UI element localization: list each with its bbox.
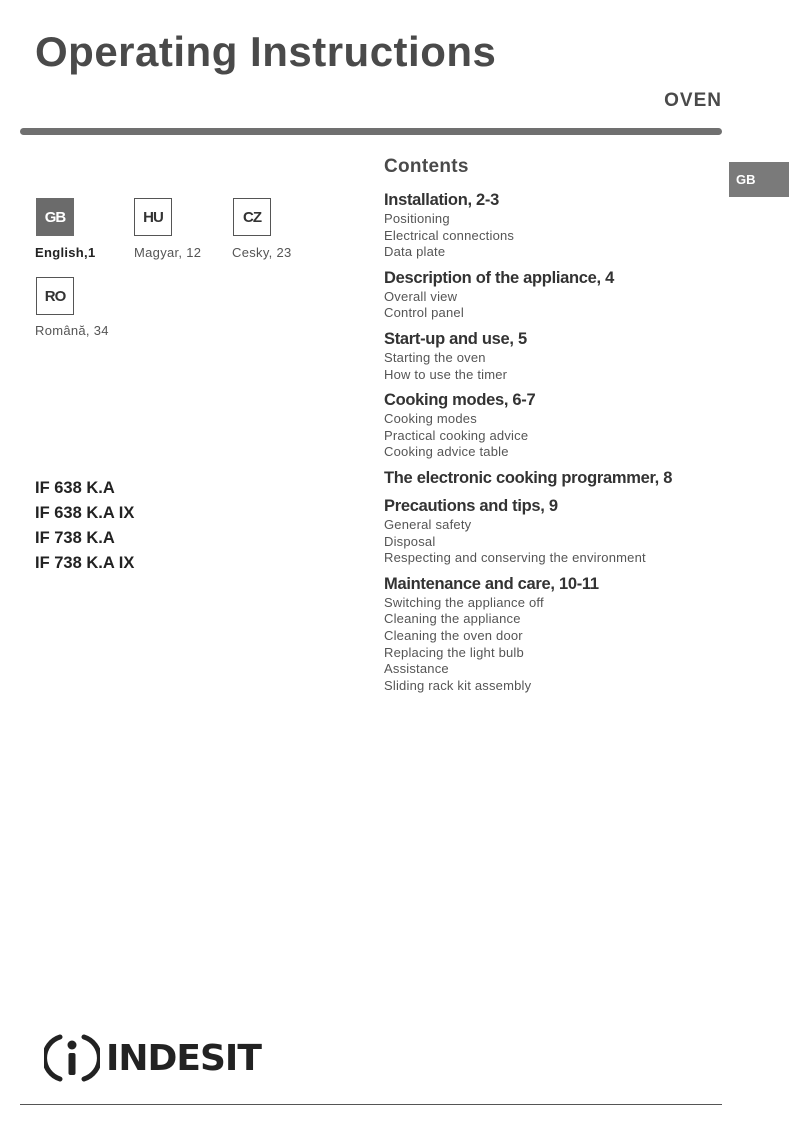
toc-item[interactable]: Disposal: [384, 533, 436, 549]
toc-item[interactable]: Positioning: [384, 211, 450, 226]
toc-section-description: [384, 268, 724, 322]
toc-heading[interactable]: The electronic cooking programmer, 8: [384, 468, 673, 487]
model-list: [35, 478, 134, 578]
toc-heading[interactable]: Installation, 2-3: [384, 191, 500, 209]
toc-item[interactable]: Assistance: [384, 661, 449, 677]
bottom-divider: [20, 1104, 722, 1105]
brand-name: INDESIT: [106, 1037, 261, 1079]
toc-heading[interactable]: Cooking modes, 6-7: [384, 391, 536, 410]
model-name: IF 738 K.A: [35, 529, 115, 547]
brand-logo: [44, 1032, 261, 1084]
lang-box-gb[interactable]: GB: [36, 198, 74, 236]
lang-box-ro[interactable]: RO: [36, 277, 74, 315]
lang-label-hu[interactable]: Magyar, 12: [134, 245, 202, 260]
toc-item[interactable]: How to use the timer: [384, 366, 508, 382]
language-side-tab[interactable]: GB: [729, 162, 789, 197]
toc-item[interactable]: Replacing the light bulb: [384, 644, 524, 660]
toc-item[interactable]: Data plate: [384, 244, 446, 260]
lang-label-ro[interactable]: Română, 34: [35, 323, 109, 338]
toc-section-startup: [384, 329, 724, 383]
page-title: Operating Instructions: [35, 28, 497, 75]
toc-item[interactable]: Respecting and conserving the environment: [384, 550, 646, 566]
toc-item[interactable]: Practical cooking advice: [384, 427, 529, 443]
lang-box-cz[interactable]: CZ: [233, 198, 271, 236]
model-name: IF 738 K.A IX: [35, 554, 135, 572]
toc-section-cooking-modes: [384, 390, 724, 461]
toc-item[interactable]: General safety: [384, 516, 472, 532]
lang-label-gb[interactable]: English,1: [35, 245, 96, 260]
toc-item[interactable]: Starting the oven: [384, 349, 486, 365]
product-type: OVEN: [664, 90, 722, 111]
model-name: IF 638 K.A: [35, 479, 115, 497]
toc-heading[interactable]: Maintenance and care, 10-11: [384, 574, 599, 593]
toc-item[interactable]: Cooking modes: [384, 411, 477, 427]
toc-heading[interactable]: Precautions and tips, 9: [384, 496, 558, 515]
toc-heading[interactable]: Start-up and use, 5: [384, 329, 527, 348]
toc-item[interactable]: Control panel: [384, 305, 464, 321]
toc-item[interactable]: Cleaning the appliance: [384, 611, 521, 627]
lang-label-cz[interactable]: Cesky, 23: [232, 245, 292, 260]
toc-item[interactable]: Sliding rack kit assembly: [384, 677, 532, 693]
table-of-contents: [384, 190, 724, 701]
toc-item[interactable]: Cleaning the oven door: [384, 627, 523, 643]
toc-item[interactable]: Switching the appliance off: [384, 594, 544, 610]
contents-title: Contents: [384, 156, 469, 177]
indesit-i-icon: [44, 1031, 100, 1085]
toc-section-precautions: [384, 496, 724, 567]
toc-item[interactable]: Overall view: [384, 288, 458, 304]
toc-heading[interactable]: Description of the appliance, 4: [384, 268, 614, 287]
top-divider: [20, 128, 722, 135]
toc-item[interactable]: Cooking advice table: [384, 444, 509, 460]
toc-section-installation: [384, 190, 724, 261]
lang-box-hu[interactable]: HU: [134, 198, 172, 236]
toc-section-programmer: [384, 468, 724, 489]
toc-section-maintenance: [384, 574, 724, 695]
toc-item[interactable]: Electrical connections: [384, 227, 515, 243]
model-name: IF 638 K.A IX: [35, 504, 135, 522]
